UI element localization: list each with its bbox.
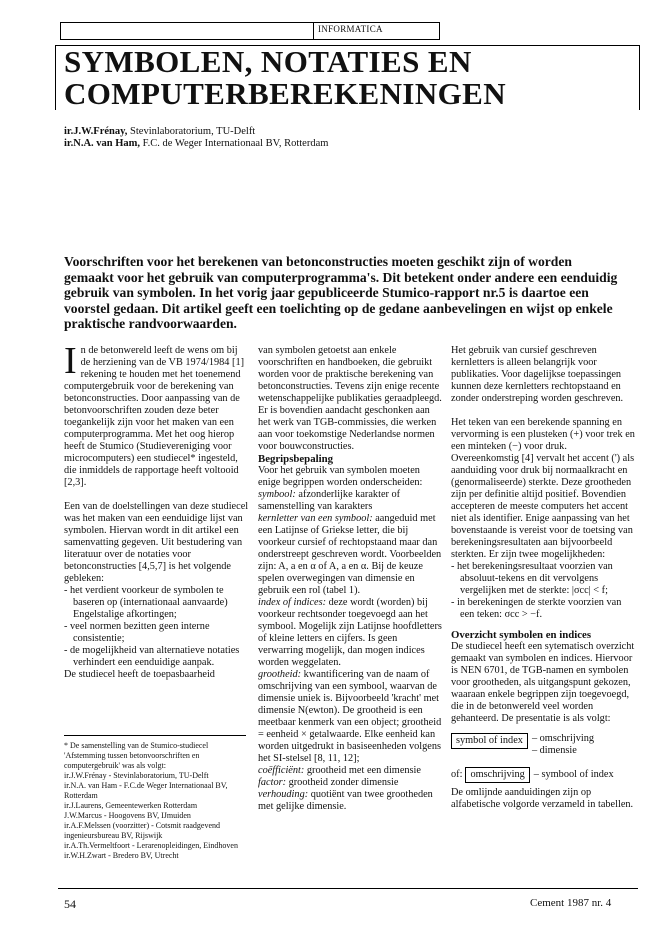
- notation-example-1: [451, 733, 636, 757]
- notation-prefix: of:: [451, 769, 463, 780]
- column-3: [451, 345, 636, 811]
- section-label: INFORMATICA: [318, 24, 383, 34]
- bullet-item: - in berekeningen de sterkte voorzien van een teken: σcc > −f.: [451, 597, 622, 620]
- definition-term: symbool:: [258, 489, 296, 500]
- section-tab-divider: [313, 22, 314, 40]
- bullet-item: - de mogelijkheid van alternatieve notaties verhindert een eenduidige aanpak.: [64, 645, 240, 668]
- publication-source: Cement 1987 nr. 4: [530, 897, 612, 909]
- section-tab: [60, 22, 440, 40]
- boxed-description: omschrijving: [465, 767, 529, 783]
- notation-description: – omschrijving – dimensie: [531, 733, 595, 756]
- drop-cap: I: [64, 340, 77, 382]
- paragraph: Een van de doelstellingen van deze studiecel was het maken van een eenduidige lijst van symbolen. Hiervan wordt in dit artikel een samenvatting gegeven. Uit bestudering van literatuur over de notaties voor betonconstructies [4,5,7] is het volgende gebleken:: [64, 501, 249, 584]
- footnote-line: ir.N.A. van Ham - F.C.de Weger Internationaal BV, Rotterdam: [64, 781, 228, 800]
- paragraph: Het teken van een berekende spanning en vervorming is een plusteken (+) voor trek en een minteken (−) voor druk. Overeenkomstig [4] vervalt het accent (') als aanduiding voor druk bij normaalkracht en (genormaliseerde) sterkte. Deze grootheden zijn per definitie altijd positief. Bovendien accepteren de meeste computers het accent niet als identifier. Enige aanpassing van het bovenstaande is vereist voor de toetsing van berekeningsresultaten aan bijvoorbeeld sterkten. Er zijn twee mogelijkheden:: [451, 417, 635, 560]
- title-line-2: COMPUTERBEREKENINGEN: [64, 76, 507, 111]
- definition: [258, 669, 443, 765]
- footnote-line: ir.A.Th.Vermeltfoort - Lerarenopleidingen, Eindhoven: [64, 841, 238, 850]
- definition: [258, 765, 443, 777]
- section-heading: Overzicht symbolen en indices: [451, 629, 592, 641]
- author-2: [64, 138, 328, 149]
- footer-rule: [58, 888, 638, 889]
- definition-text: deze wordt (worden) bij voorkeur rechtsonder toegevoegd aan het symbool. Mogelijk zijn Latijnse hoofdletters of kleine letters en cijfers. Is geen verwarring mogelijk, dan mogen indices worden weggelaten.: [258, 597, 442, 668]
- definition-text: grootheid met een dimensie: [304, 765, 421, 776]
- definition: [258, 597, 443, 669]
- definition-term: grootheid:: [258, 669, 302, 680]
- author-name: ir.J.W.Frénay,: [64, 126, 128, 137]
- definition: [258, 777, 443, 789]
- lead-paragraph: Voorschriften voor het berekenen van betonconstructies moeten geschikt zijn of worden gemaakt voor het gebruik van computerprogramma's. Dit betekent onder andere een eenduidig gebruik van symbolen. In het vorig jaar gepubliceerde Stumico-rapport nr.5 is daartoe een voorstel gedaan. Dit artikel geeft een toelichting op de gedane aanbevelingen en wijst op enkele praktische randvoorwaarden.: [64, 254, 618, 331]
- author-affiliation: F.C. de Weger Internationaal BV, Rotterdam: [140, 138, 329, 149]
- footnote-line: ir.W.H.Zwart - Bredero BV, Utrecht: [64, 851, 179, 860]
- footnote-line: ir.J.W.Frénay - Stevinlaboratorium, TU-Delft: [64, 771, 209, 780]
- notation-description: – symbool of index: [533, 769, 614, 780]
- author-affiliation: Stevinlaboratorium, TU-Delft: [127, 126, 256, 137]
- definition-term: factor:: [258, 777, 287, 788]
- paragraph: De studiecel heeft de toepasbaarheid: [64, 669, 215, 680]
- footnote-line: J.W.Marcus - Hoogovens BV, IJmuiden: [64, 811, 191, 820]
- footnote: [64, 741, 249, 861]
- paragraph: Het gebruik van cursief geschreven kernletters is alleen belangrijk voor publikaties. Voor dagelijkse toepassingen kunnen deze kernletters rechtopstaand en zonder onderstreping worden geschreven.: [451, 345, 624, 404]
- definition-text: kwantificering van de naam of omschrijving van een symbool, waarvan de dimensie uniek is. Bijvoorbeeld 'kracht' met dimensie N(ewton). De grootheid is een meetbaar kenmerk van een object; grootheid = eenheid × getalwaarde. Elke eenheid kan worden uitgedrukt in basiseenheden volgens het SI-stelsel [8, 11, 12];: [258, 669, 442, 764]
- definition-text: grootheid zonder dimensie: [286, 777, 399, 788]
- definition-term: verhouding:: [258, 789, 309, 800]
- definition-text: quotiënt van twee grootheden met gelijke dimensie.: [258, 789, 433, 812]
- bullet-item: - het verdient voorkeur de symbolen te baseren op (internationaal aanvaarde) Engelstalige afkortingen;: [64, 585, 228, 620]
- column-2: [258, 345, 443, 813]
- paragraph: van symbolen getoetst aan enkele voorschriften en handboeken, die gebruikt worden voor de praktische berekening van betonconstructies. Tevens zijn enige recente wetenschappelijke publikaties geraadpleegd. Er is bovendien aandacht geschonken aan het werk van TGB-commissies, die werken aan voor toekomstige Nederlandse normen voor bouwconstructies.: [258, 345, 442, 452]
- title-line-1: SYMBOLEN, NOTATIES EN: [64, 44, 472, 79]
- footnote-line: * De samenstelling van de Stumico-studiecel 'Afstemming tussen betonvoorschriften en computergebruik' was als volgt:: [64, 741, 209, 770]
- page-number: 54: [64, 897, 76, 911]
- notation-example-2: [451, 767, 636, 783]
- definition: [258, 513, 443, 597]
- definition-text: afzonderlijke karakter of samenstelling van karakters: [258, 489, 401, 512]
- definition: [258, 789, 443, 813]
- footnote-line: ir.A.F.Melssen (voorzitter) - Cotsmit raadgevend ingenieursbureau BV, Rijswijk: [64, 821, 220, 840]
- footnote-line: ir.J.Laurens, Gemeentewerken Rotterdam: [64, 801, 198, 810]
- author-name: ir.N.A. van Ham,: [64, 138, 141, 149]
- paragraph: Voor het gebruik van symbolen moeten enige begrippen worden onderscheiden:: [258, 465, 423, 488]
- section-heading: Begripsbepaling: [258, 453, 333, 465]
- paragraph: De studiecel heeft een sytematisch overzicht gemaakt van symbolen en indices. Hiervoor is NEN 6701, de TGB-namen en symbolen voor grootheden, als uitgangspunt gekozen, waaraan enkele begrippen zijn toegevoegd, die in de betonwereld veel worden gehanteerd. De presentatie is als volgt:: [451, 641, 635, 724]
- intro-text: n de betonwereld leeft de wens om bij de herziening van de VB 1974/1984 [1] rekening te houden met het toenemend computergebruik voor de berekening van betonconstructies. Door aanpassing van de betonvoorschriften zouden deze beter toegankelijk zijn voor het maken van een computerprogramma. Met het oog hierop heeft de Stumico (Studievereniging voor microcomputers) een studiecel* ingesteld, die inmiddels de rapportage heeft voltooid [2,3].: [64, 345, 245, 488]
- bullet-item: - het berekeningsresultaat voorzien van absoluut-tekens en dit vervolgens vergelijken met de sterkte: |σcc| < f;: [451, 561, 613, 596]
- definition: [258, 489, 443, 513]
- paragraph: De omlijnde aanduidingen zijn op alfabetische volgorde verzameld in tabellen.: [451, 787, 634, 810]
- definition-term: coëfficiënt:: [258, 765, 305, 776]
- author-1: [64, 126, 255, 137]
- definition-term: kernletter van een symbool:: [258, 513, 373, 524]
- boxed-symbol: symbol of index: [451, 733, 528, 749]
- column-1: [64, 340, 249, 681]
- bullet-item: - veel normen bezitten geen interne consistentie;: [64, 621, 210, 644]
- definition-text: aangeduid met een Latijnse of Griekse letter, die bij voorkeur cursief of rechtopstaand maar dan onderstreept geschreven wordt. Voorbeelden zijn: A, a en α of A, a en α. Bij de keuze spelen overwegingen van dimensie en gebruik een rol (tabel 1).: [258, 513, 442, 596]
- definition-term: index of indices:: [258, 597, 327, 608]
- intro-paragraph: [64, 340, 249, 489]
- footnote-rule: [64, 735, 246, 736]
